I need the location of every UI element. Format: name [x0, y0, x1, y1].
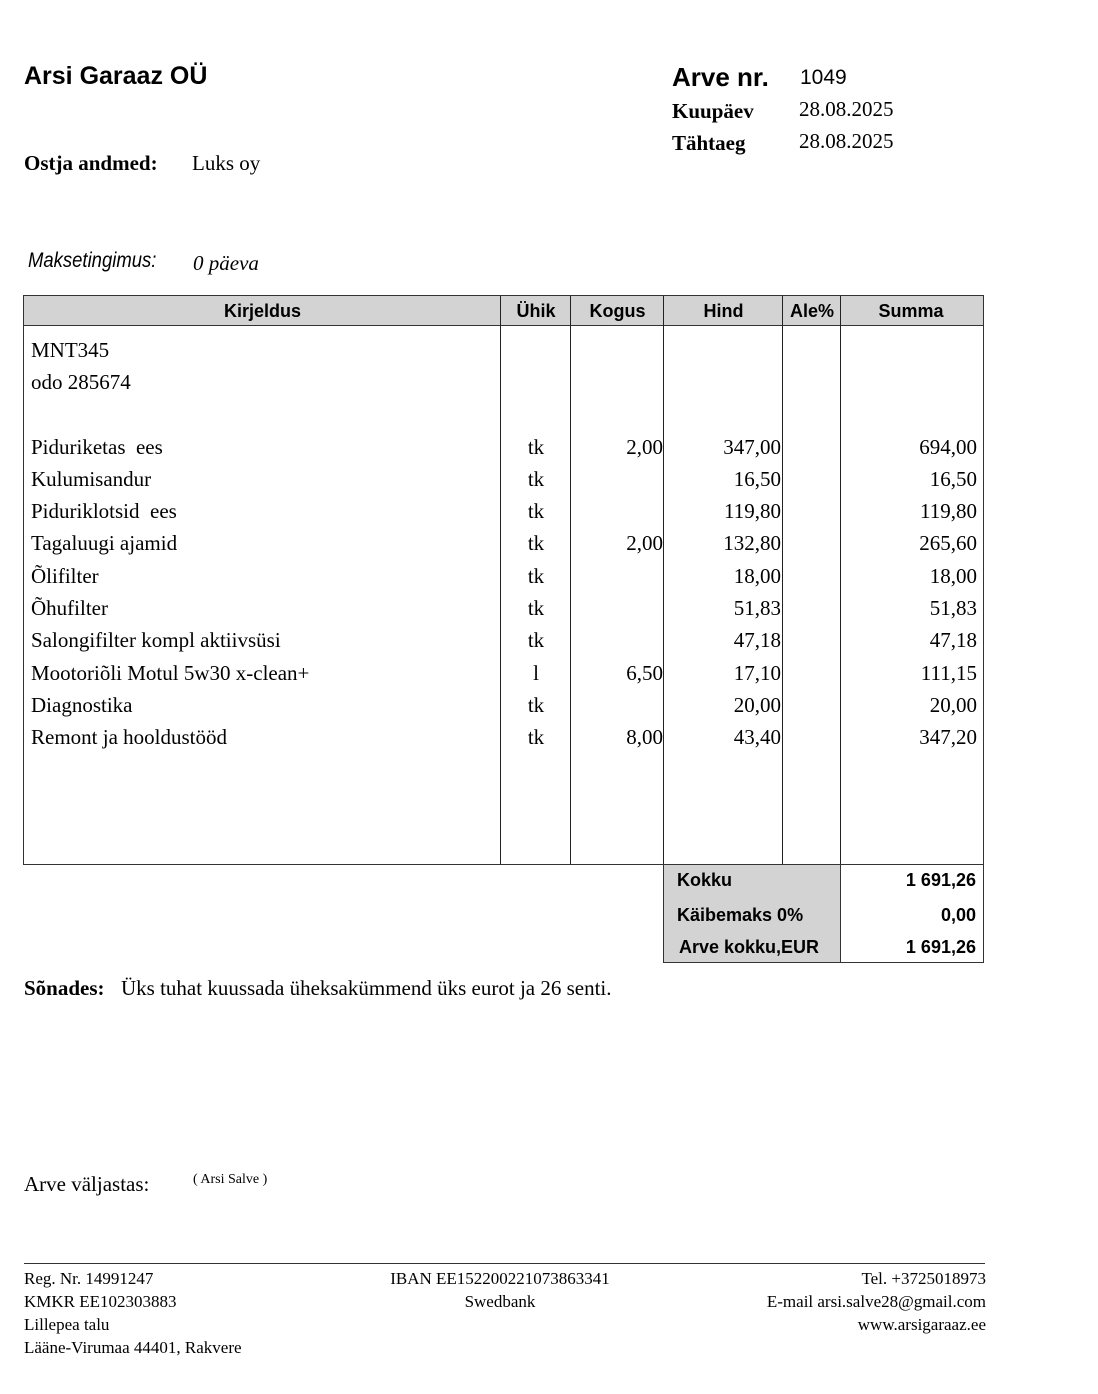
item-sum: 265,60 — [919, 531, 977, 555]
invoice-date: 28.08.2025 — [799, 97, 894, 121]
note-text: MNT345 — [31, 338, 110, 362]
footer-contact-info — [767, 1267, 986, 1336]
payment-terms-label: Maksetingimus: — [28, 249, 157, 272]
table-row — [24, 495, 983, 527]
due-date: 28.08.2025 — [799, 129, 894, 153]
vat-label: Käibemaks 0% — [677, 905, 804, 925]
item-unit: l — [533, 661, 539, 685]
item-description: Piduriketas ees — [31, 435, 163, 459]
item-quantity: 2,00 — [626, 435, 663, 459]
note-text: odo 285674 — [31, 370, 131, 394]
item-price: 17,10 — [733, 661, 781, 685]
email: E-mail arsi.salve28@gmail.com — [766, 1292, 986, 1311]
item-sum: 20,00 — [929, 693, 977, 717]
payment-terms-value: 0 päeva — [193, 251, 259, 275]
subtotal-label: Kokku — [677, 870, 733, 890]
note-row — [24, 334, 983, 366]
header-sum: Summa — [878, 301, 944, 321]
item-price: 18,00 — [733, 564, 781, 588]
item-description: Õlifilter — [31, 564, 99, 588]
item-description: Mootoriõli Motul 5w30 x-clean+ — [31, 661, 310, 685]
item-unit: tk — [527, 693, 545, 717]
phone: Tel. +3725018973 — [861, 1269, 986, 1288]
invoice-number-label: Arve nr. — [672, 62, 769, 92]
footer-bank-info — [340, 1267, 660, 1313]
item-description: Piduriklotsid ees — [31, 499, 177, 523]
item-sum: 51,83 — [929, 596, 977, 620]
item-unit: tk — [527, 725, 545, 749]
header-discount: Ale% — [789, 301, 834, 321]
bank-name: Swedbank — [464, 1292, 536, 1311]
item-description: Kulumisandur — [31, 467, 152, 491]
item-price: 16,50 — [733, 467, 781, 491]
item-sum: 694,00 — [919, 435, 977, 459]
table-row — [24, 431, 983, 463]
item-description: Remont ja hooldustööd — [31, 725, 227, 749]
footer-company-info — [24, 1267, 242, 1359]
item-unit: tk — [527, 499, 545, 523]
item-sum: 119,80 — [920, 499, 977, 523]
item-price: 132,80 — [723, 531, 781, 555]
header-unit: Ühik — [516, 301, 556, 321]
total-value: 1 691,26 — [905, 937, 976, 957]
in-words-value: Üks tuhat kuussada üheksakümmend üks eurot ja 26 senti. — [121, 976, 612, 1000]
subtotal-value: 1 691,26 — [905, 870, 976, 890]
in-words-label: Sõnades: — [24, 976, 105, 1000]
item-price: 51,83 — [733, 596, 781, 620]
item-quantity: 8,00 — [626, 725, 663, 749]
header-quantity: Kogus — [589, 301, 646, 321]
item-unit: tk — [527, 596, 545, 620]
item-unit: tk — [527, 435, 545, 459]
item-price: 347,00 — [723, 435, 781, 459]
item-unit: tk — [527, 467, 545, 491]
vat-value: 0,00 — [940, 905, 976, 925]
buyer-value: Luks oy — [192, 151, 261, 175]
table-row — [24, 721, 983, 753]
total-label: Arve kokku,EUR — [679, 937, 820, 957]
item-quantity: 2,00 — [626, 531, 663, 555]
address-line-1: Lillepea talu — [24, 1315, 110, 1334]
totals-box — [663, 864, 984, 963]
due-date-label: Tähtaeg — [672, 131, 746, 155]
item-unit: tk — [527, 531, 545, 555]
footer-divider — [24, 1263, 985, 1264]
issuer-label: Arve väljastas: — [24, 1172, 150, 1196]
table-row — [24, 624, 983, 656]
table-row — [24, 463, 983, 495]
header-price: Hind — [703, 301, 744, 321]
note-row — [24, 366, 983, 398]
item-description: Õhufilter — [31, 596, 108, 620]
item-sum: 347,20 — [919, 725, 977, 749]
header-description: Kirjeldus — [223, 301, 302, 321]
item-price: 119,80 — [724, 499, 781, 523]
item-description: Diagnostika — [31, 693, 133, 717]
item-sum: 18,00 — [929, 564, 977, 588]
table-row — [24, 592, 983, 624]
item-price: 47,18 — [733, 628, 781, 652]
item-sum: 47,18 — [929, 628, 977, 652]
table-row — [24, 689, 983, 721]
item-description: Salongifilter kompl aktiivsüsi — [31, 628, 281, 652]
buyer-label: Ostja andmed: — [24, 151, 158, 175]
iban: IBAN EE152200221073863341 — [390, 1269, 610, 1288]
invoice-date-label: Kuupäev — [672, 99, 754, 123]
vat-number: KMKR EE102303883 — [24, 1292, 177, 1311]
company-name: Arsi Garaaz OÜ — [24, 62, 208, 90]
item-unit: tk — [527, 564, 545, 588]
invoice-number: 1049 — [800, 66, 847, 89]
item-description: Tagaluugi ajamid — [31, 531, 178, 555]
item-sum: 16,50 — [929, 467, 977, 491]
reg-number: Reg. Nr. 14991247 — [24, 1269, 154, 1288]
item-unit: tk — [527, 628, 545, 652]
issuer-name: ( Arsi Salve ) — [193, 1172, 268, 1187]
item-price: 20,00 — [733, 693, 781, 717]
website: www.arsigaraaz.ee — [857, 1315, 986, 1334]
item-quantity: 6,50 — [626, 661, 663, 685]
table-row — [24, 560, 983, 592]
address-line-2: Lääne-Virumaa 44401, Rakvere — [24, 1338, 242, 1357]
item-sum: 111,15 — [920, 661, 977, 685]
item-price: 43,40 — [733, 725, 781, 749]
items-table — [23, 295, 984, 865]
table-row — [24, 657, 983, 689]
table-row — [24, 527, 983, 559]
